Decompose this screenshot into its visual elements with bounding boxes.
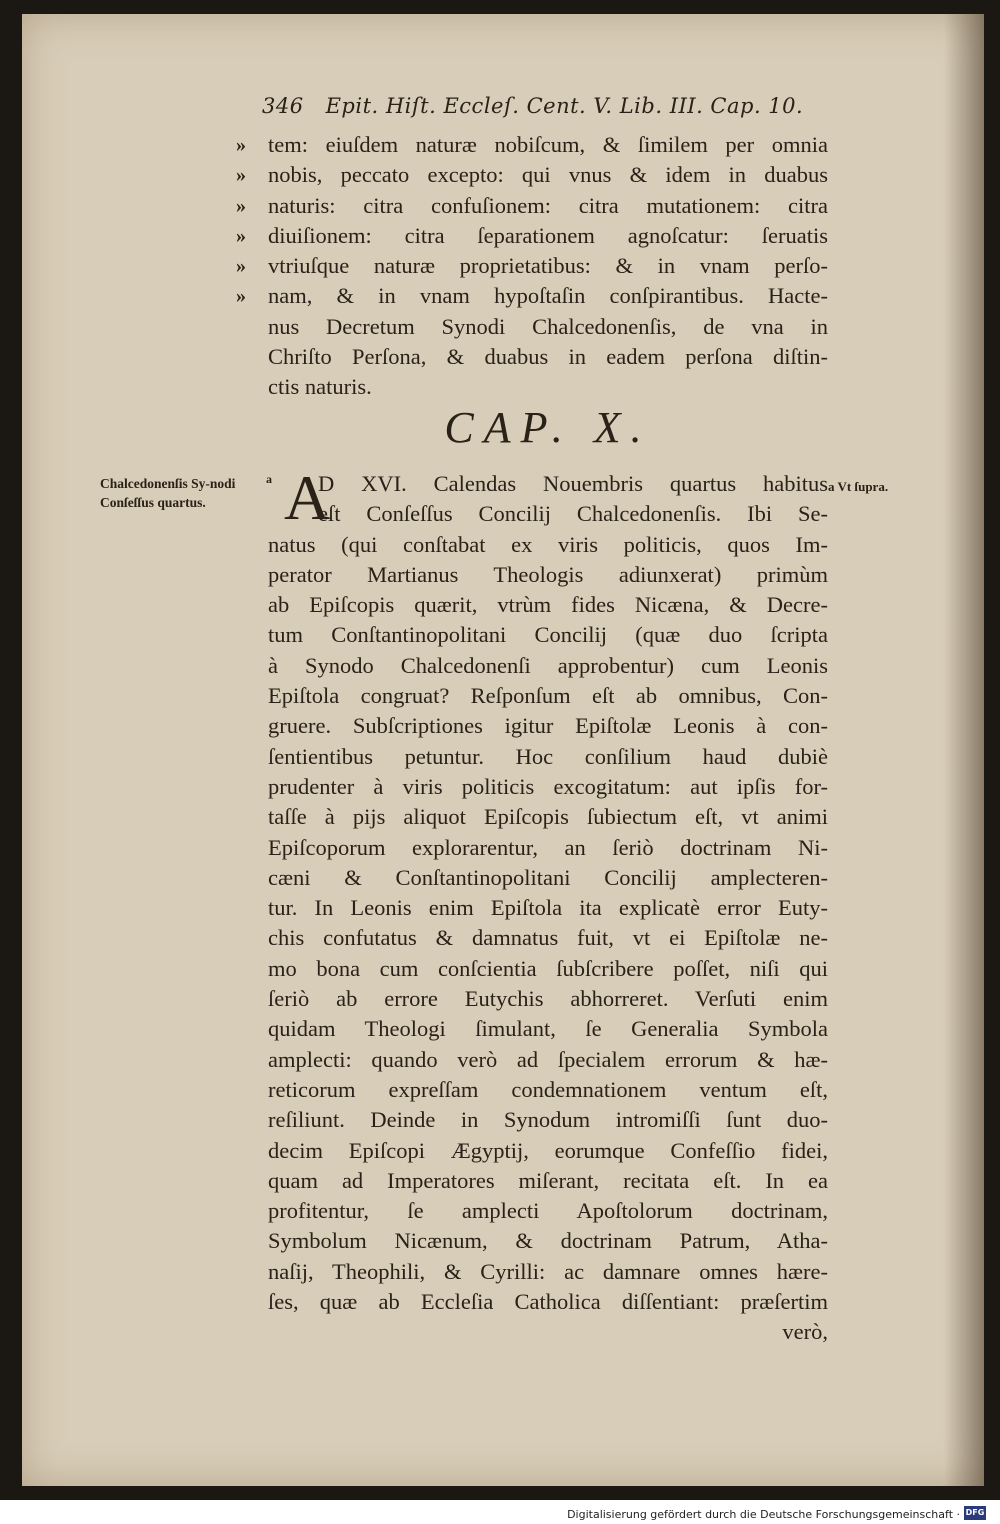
text-line: natus (qui conſtabat ex viris politicis, quos Im- bbox=[268, 531, 828, 557]
text-line: tur. In Leonis enim Epiſtola ita explicatè error Euty- bbox=[268, 895, 828, 921]
text-line: gruere. Subſcriptiones igitur Epiſtolæ Leonis à con- bbox=[268, 713, 828, 739]
text-line: ctis naturis. bbox=[268, 374, 372, 400]
text-line: quidam Theologi ſimulant, ſe Generalia Symbola bbox=[268, 1016, 828, 1042]
text-line: perator Martianus Theologis adiunxerat) primùm bbox=[268, 561, 828, 587]
quote-mark: » bbox=[236, 224, 246, 247]
footnote-ref-left: a bbox=[266, 472, 272, 486]
text-line: tum Conſtantinopolitani Concilij (quæ duo ſcripta bbox=[268, 622, 828, 648]
running-head bbox=[262, 94, 822, 118]
text-line: eſt Conſeſſus Concilij Chalcedonenſis. Ibi Se- bbox=[318, 501, 828, 527]
text-line: ſeriò ab errore Eutychis abhorreret. Verſuti enim bbox=[268, 986, 828, 1012]
text-line: nam, & in vnam hypoſtaſin conſpirantibus. Hacte- bbox=[268, 283, 828, 309]
margin-note-right bbox=[828, 479, 888, 495]
digitization-credit: Digitalisierung gefördert durch die Deutsche Forschungsgemeinschaft · bbox=[567, 1508, 960, 1521]
page-edge-shadow bbox=[944, 14, 984, 1486]
text-line: D XVI. Calendas Nouembris quartus habitus bbox=[318, 471, 828, 496]
footnote-ref-right: a bbox=[828, 479, 835, 494]
quote-mark: » bbox=[236, 134, 246, 156]
drop-cap: A bbox=[284, 462, 331, 533]
text-line: prudenter à viris politicis excogitatum: aut ipſis for- bbox=[268, 773, 828, 799]
text-line: vtriuſque naturæ proprietatibus: & in vnam perſo- bbox=[268, 253, 828, 279]
text-line: ſes, quæ ab Eccleſia Catholica diſſentiant: præſertim bbox=[268, 1289, 828, 1315]
text-line: amplecti: quando verò ad ſpecialem errorum & hæ- bbox=[268, 1046, 828, 1072]
catchword: verò, bbox=[782, 1319, 828, 1345]
text-line: mo bona cum conſcientia ſubſcribere poſſet, niſi qui bbox=[268, 955, 828, 981]
text-line: naturis: citra confuſionem: citra mutationem: citra bbox=[268, 192, 828, 218]
chapter-text-block bbox=[268, 469, 828, 1348]
text-line: Epiſcoporum explorarentur, an ſeriò doctrinam Ni- bbox=[268, 834, 828, 860]
quote-mark: » bbox=[236, 194, 246, 217]
running-title: Epit. Hiſt. Eccleſ. Cent. V. Lib. III. Cap. 10. bbox=[325, 94, 804, 118]
text-line: decim Epiſcopi Ægyptij, eorumque Confeſſio fidei, bbox=[268, 1137, 828, 1163]
text-line: ſentientibus petuntur. Hoc conſilium haud dubiè bbox=[268, 743, 828, 769]
text-line: taſſe à pijs aliquot Epiſcopis ſubiectum eſt, vt animi bbox=[268, 804, 828, 830]
text-line: naſij, Theophili, & Cyrilli: ac damnare omnes hære- bbox=[268, 1258, 828, 1284]
quote-mark: » bbox=[236, 255, 246, 278]
chapter-heading: CAP. X. bbox=[444, 403, 652, 452]
margin-note-right-text: Vt ſupra. bbox=[837, 479, 889, 494]
text-line: Chriſto Perſona, & duabus in eadem perſona diſtin- bbox=[268, 344, 828, 370]
dfg-logo: DFG bbox=[964, 1506, 986, 1520]
text-line: reſiliunt. Deinde in Synodum intromiſſi ſunt duo- bbox=[268, 1107, 828, 1133]
text-line: cæni & Conſtantinopolitani Concilij amplecteren- bbox=[268, 864, 828, 890]
text-line: diuiſionem: citra ſeparationem agnoſcatur: ſeruatis bbox=[268, 222, 828, 248]
text-line: Symbolum Nicænum, & doctrinam Patrum, Atha- bbox=[268, 1228, 828, 1254]
text-line: chis confutatus & damnatus fuit, vt ei Epiſtolæ ne- bbox=[268, 925, 828, 951]
text-line: à Synodo Chalcedonenſi approbentur) cum Leonis bbox=[268, 652, 828, 678]
text-line: nus Decretum Synodi Chalcedonenſis, de vna in bbox=[268, 313, 828, 339]
page-number: 346 bbox=[262, 94, 304, 118]
text-line: profitentur, ſe amplecti Apoſtolorum doctrinam, bbox=[268, 1198, 828, 1224]
text-line: nobis, peccato excepto: qui vnus & idem in duabus bbox=[268, 162, 828, 188]
text-line: ab Epiſcopis quærit, vtrùm fides Nicæna, & Decre- bbox=[268, 592, 828, 618]
text-line: Epiſtola congruat? Reſponſum eſt ab omnibus, Con- bbox=[268, 683, 828, 709]
text-line: quam ad Imperatores miſerant, recitata eſt. In ea bbox=[268, 1167, 828, 1193]
quote-mark: » bbox=[236, 285, 246, 308]
quotation-marks-column bbox=[236, 130, 264, 312]
text-line: reticorum expreſſam condemnationem ventum eſt, bbox=[268, 1076, 828, 1102]
decree-text-block bbox=[268, 130, 828, 403]
margin-note-left: Chalcedonenſis Sy-nodi Conſeſſus quartus. bbox=[100, 476, 236, 510]
text-line: tem: eiuſdem naturæ nobiſcum, & ſimilem per omnia bbox=[268, 132, 828, 157]
quote-mark: » bbox=[236, 164, 246, 187]
